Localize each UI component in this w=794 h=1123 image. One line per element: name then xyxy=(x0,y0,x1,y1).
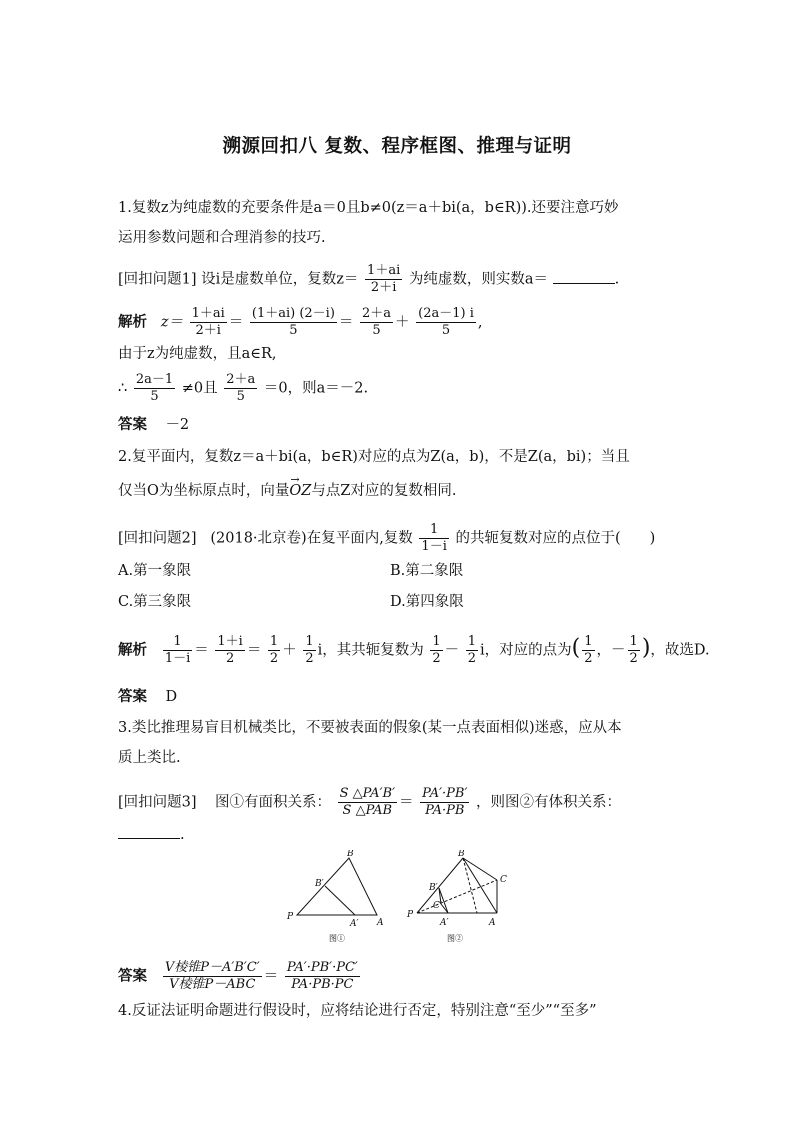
solution-label: 解析 xyxy=(118,642,147,659)
sec1-line1: 1.复数z为纯虚数的充要条件是a＝0且b≠0(z＝a＋bi(a，b∈R)).还要注意巧妙 xyxy=(118,200,619,216)
label-b-prime-1: B′ xyxy=(315,879,324,889)
answer-blank xyxy=(118,824,180,839)
sec1-line2: 运用参数问题和合理消参的技巧. xyxy=(118,230,326,246)
label-p-2: P xyxy=(407,910,414,920)
question-label: [回扣问题3] xyxy=(118,794,197,811)
sec3-line1: 3.类比推理易盲目机械类比，不要被表面的假象(某一点表面相似)迷惑，应从本 xyxy=(118,720,622,736)
geometry-figures xyxy=(285,850,515,950)
sec1-solution-line2: 由于z为纯虚数，且a∈R, xyxy=(118,346,277,362)
sec3-line2: 质上类比. xyxy=(118,750,181,766)
question-label: [回扣问题2] xyxy=(118,530,197,547)
label-a-2: A xyxy=(489,918,496,928)
answer-value: －2 xyxy=(165,417,190,433)
sec1-solution-line3: ∴ $\frac{2a-1}{5}$ ≠0且 $\frac{2+a}{5}$ ＝0，则a＝－2. xyxy=(118,372,369,404)
sec1-answer xyxy=(118,415,189,435)
option-c: C.第三象限 xyxy=(118,594,192,610)
sec2-question: [回扣问题2] (2018·北京卷)在复平面内,复数 $\frac{1}{1-i}$ 的共轭复数对应的点位于( ) xyxy=(118,522,656,554)
sec2-solution: 解析 $\frac{1}{1-i}$ ＝ $\frac{1+i}{2}$ ＝ $\frac{1}{2}$ ＋ $\frac{1}{2}$ i，其共轭复数为 $\frac{1}{2}$ － $\frac{1}{2}$ i，对应的点为( $\frac{1}{2}$ ，－ $\frac{1}{2}$ )，故选D. xyxy=(118,634,710,666)
label-p-1: P xyxy=(287,912,294,922)
sec3-answer: 答案 $\frac{\text{V棱锥P－A′B′C′}}{\text{V棱锥P－ABC}}$ ＝ $\frac{PA'\cdot PB'\cdot PC'}{PA\cdot PB\cdot PC}$ xyxy=(118,960,358,992)
sec1-question: [回扣问题1] 设i是虚数单位，复数z＝ $\frac{1+ai}{2+i}$ 为纯虚数，则实数a＝ . xyxy=(118,263,620,295)
label-b-1: B xyxy=(347,850,354,859)
answer-label: 答案 xyxy=(118,968,147,985)
vector-oz: → OZ xyxy=(289,481,311,501)
option-a: A.第一象限 xyxy=(118,563,192,579)
sec1-solution: 解析 z＝ $\frac{1+ai}{2+i}$ ＝ $\frac{(1+ai) (2-i)}{5}$ ＝ $\frac{2+a}{5}$ ＋ $\frac{(2a-1) i}{5}$ , xyxy=(118,306,483,338)
answer-blank xyxy=(553,269,615,284)
page-title: 溯源回扣八 复数、程序框图、推理与证明 xyxy=(222,136,572,157)
figure-2-caption: 图② xyxy=(447,934,463,943)
figure-1-caption: 图① xyxy=(329,934,345,943)
solution-label: 解析 xyxy=(118,314,147,331)
label-a-prime-2: A′ xyxy=(440,918,449,928)
question-label: [回扣问题1] xyxy=(118,271,197,288)
label-b-prime-2: B′ xyxy=(429,883,438,893)
sec2-line2: 仅当O为坐标原点时，向量→ OZ与点Z对应的复数相同. xyxy=(118,481,457,501)
option-b: B.第二象限 xyxy=(390,563,464,579)
option-d: D.第四象限 xyxy=(390,594,464,610)
answer-label: 答案 xyxy=(118,417,147,433)
segment-a-prime-b-prime xyxy=(325,886,355,915)
sec4-line1: 4.反证法证明命题进行假设时，应将结论进行否定，特别注意“至少”“至多” xyxy=(118,1003,597,1019)
figure-1-triangle xyxy=(297,858,377,915)
sec3-question: [回扣问题3] 图①有面积关系： $\frac{S \triangle PA'B'}{\text{S △PAB}}$ ＝ $\frac{PA'\cdot PB'}{PA\cdot PB}$ ，则图②有体积关系： xyxy=(118,786,622,818)
sec3-blank-line: . xyxy=(118,824,185,845)
sec2-line1: 2.复平面内，复数z＝a＋bi(a，b∈R)对应的点为Z(a，b)，不是Z(a，bi)；当且 xyxy=(118,449,630,465)
label-a-prime-1: A′ xyxy=(350,919,359,929)
answer-label: 答案 xyxy=(118,689,147,705)
sec2-answer xyxy=(118,687,177,707)
triangle-pab xyxy=(297,858,377,915)
answer-value: D xyxy=(165,689,178,705)
fraction: $\frac{1+ai}{2+i}$ xyxy=(367,263,401,295)
label-c-prime-2: C′ xyxy=(433,901,442,911)
label-a-1: A xyxy=(377,918,384,928)
label-c-2: C xyxy=(500,875,507,885)
label-b-2: B xyxy=(458,850,465,859)
